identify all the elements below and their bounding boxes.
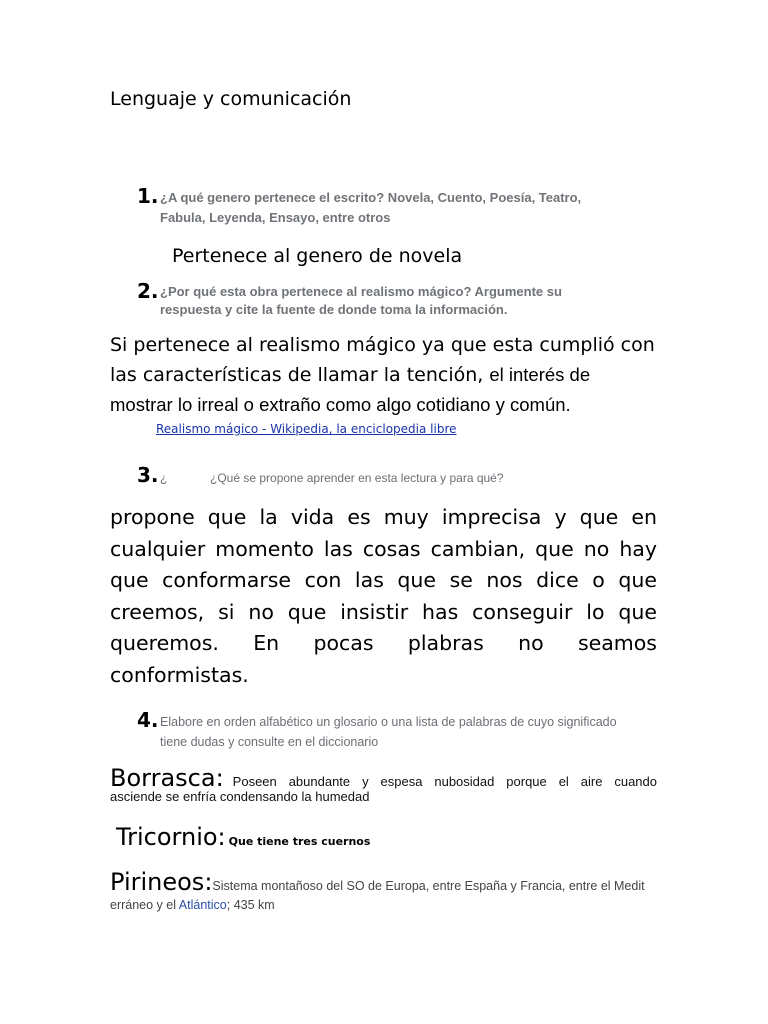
item-2-number: 2. (137, 279, 159, 303)
glossary-pirineos-def-line2 (110, 898, 658, 912)
glossary-borrasca-term: Borrasca: (110, 764, 224, 792)
glossary-pirineos-def2a: erráneo y el (110, 898, 179, 912)
item-1-question-line1: ¿A qué genero pertenece el escrito? Novela, Cuento, Poesía, Teatro, (160, 190, 582, 205)
item-4-question-line1: Elabore en orden alfabético un glosario o una lista de palabras de cuyo significado (160, 715, 617, 729)
item-2-question-line2: respuesta y cite la fuente de donde toma la información. (160, 302, 508, 317)
glossary-borrasca-def-line2: asciende se enfría condensando la humedad (110, 789, 370, 804)
glossary-pirineos-term: Pirineos: (110, 868, 213, 896)
page-title: Lenguaje y comunicación (110, 88, 352, 110)
item-2-answer-line2 (110, 360, 670, 390)
item-2-answer-line3: mostrar lo irreal o extraño como algo cotidiano y común. (110, 394, 571, 415)
item-2-question-line1: ¿Por qué esta obra pertenece al realismo mágico? Argumente su (160, 284, 562, 299)
glossary-borrasca (110, 764, 657, 804)
glossary-borrasca-row (110, 764, 657, 792)
item-1-answer: Pertenece al genero de novela (172, 245, 463, 267)
item-2-answer-line2b: el interés de (489, 364, 591, 385)
item-4-number: 4. (137, 708, 159, 732)
item-3-question: ¿Qué se propone aprender en esta lectura y para qué? (210, 471, 504, 485)
glossary-borrasca-def-line1: Poseen abundante y espesa nubosidad porque el aire cuando (232, 774, 657, 789)
wikipedia-link[interactable]: Realismo mágico - Wikipedia, la enciclopedia libre (156, 422, 457, 436)
glossary-pirineos-def-line1: Sistema montañoso del SO de Europa, entre España y Francia, entre el Medit (212, 879, 645, 893)
item-2-answer-line1: Si pertenece al realismo mágico ya que esta cumplió con (110, 334, 655, 356)
glossary-pirineos-row (110, 868, 658, 896)
glossary-tricornio-term: Tricornio: (116, 823, 226, 851)
item-3-answer: propone que la vida es muy imprecisa y que en cualquier momento las cosas cambian, que no hay que conformarse con las que se nos dice o que creemos, si no que insistir has conseguir lo que queremos. En pocas plabras no seamos conformistas. (110, 505, 657, 687)
item-2-answer (110, 330, 670, 420)
glossary-pirineos (110, 868, 658, 912)
glossary-tricornio-def: Que tiene tres cuernos (228, 835, 371, 848)
glossary-pirineos-def2c: ; 435 km (226, 898, 275, 912)
item-3-question-prefix: ¿ (160, 471, 168, 485)
item-2-answer-line2a: las características de llamar la tención, (110, 364, 490, 386)
item-4-question-line2: tiene dudas y consulte en el diccionario (160, 735, 379, 749)
item-1-number: 1. (137, 184, 159, 208)
atlantico-link[interactable]: Atlántico (178, 898, 227, 912)
item-3-number: 3. (137, 463, 159, 487)
glossary-tricornio (116, 823, 370, 851)
item-1-question-line2: Fabula, Leyenda, Ensayo, entre otros (160, 210, 391, 225)
